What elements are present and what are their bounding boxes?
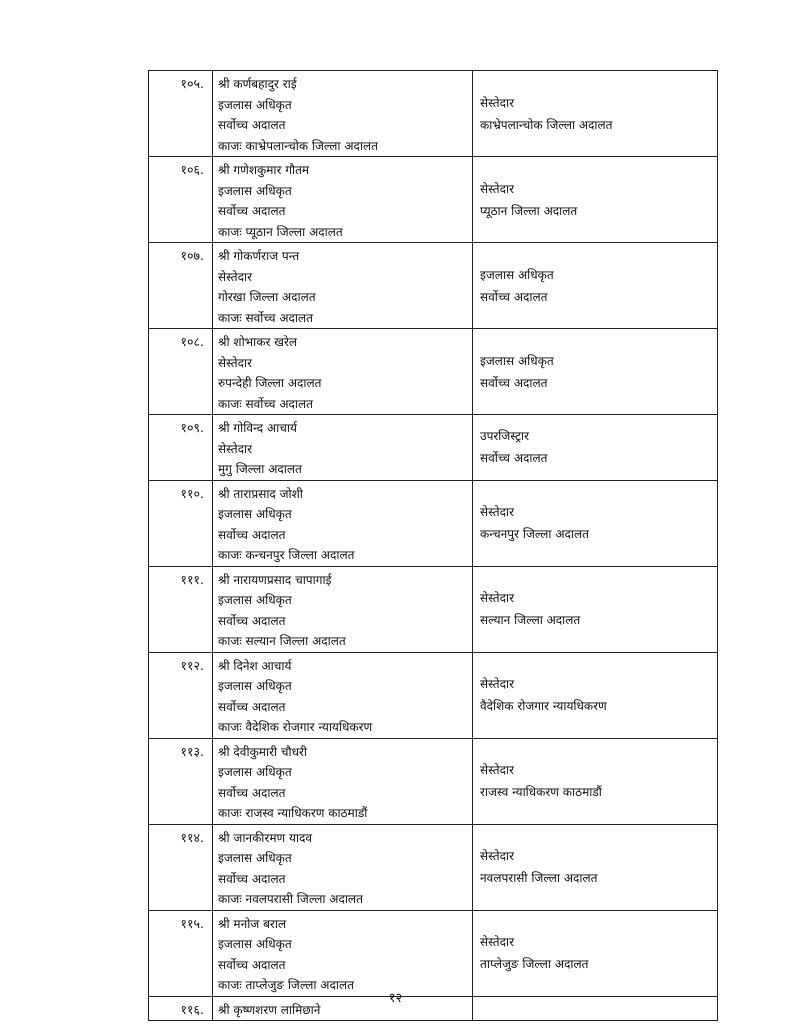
new-post-title: सेस्तेदार [480, 763, 515, 777]
serial-number: ११६. [149, 996, 213, 1021]
table-row [149, 157, 718, 243]
current-post-cell [213, 243, 473, 329]
current-post-line: गोरखा जिल्ला अदालत [218, 290, 316, 304]
new-post-office: वैदेशिक रोजगार न्यायधिकरण [480, 699, 607, 713]
employee-name: श्री गोकर्णराज पन्त [218, 249, 300, 263]
serial-number: ११३. [149, 738, 213, 824]
current-post-line: काजः काभ्रेपलान्चोक जिल्ला अदालत [218, 138, 378, 153]
new-post-office: काभ्रेपलान्चोक जिल्ला अदालत [480, 117, 613, 132]
current-post-line: सर्वोच्च अदालत [218, 204, 286, 218]
serial-number: १०९. [149, 415, 213, 481]
current-post-line: इजलास अधिकृत [218, 765, 292, 779]
new-post-title: सेस्तेदार [480, 849, 515, 863]
current-post-line: सेस्तेदार [218, 441, 253, 456]
new-post-title: सेस्तेदार [480, 677, 515, 691]
current-post-line: काजः सल्यान जिल्ला अदालत [218, 634, 346, 648]
new-post-title: सेस्तेदार [480, 505, 515, 519]
current-post-cell [213, 329, 473, 415]
new-post-title: सेस्तेदार [480, 181, 515, 196]
current-post-cell [213, 71, 473, 157]
employee-name: श्री कर्णबहादुर राई [218, 77, 297, 91]
current-post-cell [213, 566, 473, 652]
new-post-office: सल्यान जिल्ला अदालत [480, 613, 581, 627]
current-post-line: सर्वोच्च अदालत [218, 613, 286, 628]
current-post-line: इजलास अधिकृत [218, 593, 292, 607]
table-row [149, 480, 718, 566]
table-row [149, 329, 718, 415]
serial-number: ११४. [149, 824, 213, 910]
current-post-cell [213, 738, 473, 824]
current-post-line: काजः सर्वोच्च अदालत [218, 396, 313, 411]
new-post-title: सेस्तेदार [480, 591, 515, 605]
new-post-title: इजलास अधिकृत [480, 353, 554, 368]
current-post-line: रुपन्देही जिल्ला अदालत [218, 376, 322, 390]
current-post-line: सर्वोच्च अदालत [218, 957, 286, 972]
employee-name: श्री गोविन्द आचार्य [218, 421, 297, 435]
employee-name: श्री गणेशकुमार गौतम [218, 163, 310, 177]
new-post-office: सर्वोच्च अदालत [480, 375, 548, 390]
new-post-cell [473, 480, 718, 566]
new-post-cell [473, 71, 718, 157]
current-post-line: इजलास अधिकृत [218, 679, 292, 693]
new-post-cell [473, 157, 718, 243]
serial-number: १०५. [149, 71, 213, 157]
current-post-line: काजः कन्चनपुर जिल्ला अदालत [218, 548, 355, 562]
new-post-office: प्यूठान जिल्ला अदालत [480, 203, 578, 218]
new-post-title: सेस्तेदार [480, 95, 515, 110]
new-post-cell [473, 415, 718, 481]
current-post-line: सर्वोच्च अदालत [218, 871, 286, 886]
serial-number: ११५. [149, 910, 213, 996]
new-post-office: राजस्व न्याधिकरण काठमाडौं [480, 785, 602, 799]
employee-name: श्री दिनेश आचार्य [218, 658, 292, 673]
current-post-line: काजः वैदेशिक रोजगार न्यायधिकरण [218, 720, 373, 734]
current-post-line: इजलास अधिकृत [218, 507, 292, 521]
new-post-cell [473, 329, 718, 415]
new-post-office: सर्वोच्च अदालत [480, 289, 548, 304]
current-post-line: इजलास अधिकृत [218, 183, 292, 198]
current-post-line: इजलास अधिकृत [218, 937, 292, 951]
table-row [149, 71, 718, 157]
table-row [149, 415, 718, 481]
current-post-line: काजः नवलपरासी जिल्ला अदालत [218, 892, 363, 906]
serial-number: १११. [149, 566, 213, 652]
table-row [149, 824, 718, 910]
current-post-line: मुगु जिल्ला अदालत [218, 462, 302, 476]
current-post-line: इजलास अधिकृत [218, 851, 292, 865]
current-post-cell [213, 910, 473, 996]
table-row [149, 652, 718, 738]
page-number: १२ [388, 991, 403, 1006]
current-post-line: काजः राजस्व न्याधिकरण काठमाडौं [218, 806, 368, 820]
serial-number: ११०. [149, 480, 213, 566]
new-post-title: सेस्तेदार [480, 935, 515, 949]
current-post-cell [213, 157, 473, 243]
new-post-office: नवलपरासी जिल्ला अदालत [480, 871, 598, 885]
employee-name: श्री ताराप्रसाद जोशी [218, 486, 303, 501]
new-post-office: कन्चनपुर जिल्ला अदालत [480, 527, 589, 541]
current-post-cell [213, 824, 473, 910]
current-post-line: काजः प्यूठान जिल्ला अदालत [218, 224, 343, 239]
employee-name: श्री नारायणप्रसाद चापागाई [218, 572, 332, 587]
new-post-cell [473, 652, 718, 738]
new-post-cell [473, 243, 718, 329]
table-row [149, 910, 718, 996]
new-post-title: इजलास अधिकृत [480, 267, 554, 282]
current-post-line: इजलास अधिकृत [218, 97, 292, 112]
employee-name: श्री मनोज बराल [218, 916, 287, 931]
new-post-office: ताप्लेजुङ जिल्ला अदालत [480, 957, 589, 971]
current-post-line: सर्वोच्च अदालत [218, 785, 286, 800]
table-row [149, 738, 718, 824]
current-post-cell [213, 480, 473, 566]
employee-name: श्री देवीकुमारी चौधरी [218, 744, 308, 759]
new-post-title: उपरजिस्ट्रार [480, 429, 530, 444]
new-post-office: सर्वोच्च अदालत [480, 451, 548, 466]
new-post-cell [473, 738, 718, 824]
new-post-cell [473, 910, 718, 996]
current-post-line: सर्वोच्च अदालत [218, 118, 286, 132]
current-post-line: काजः सर्वोच्च अदालत [218, 310, 313, 325]
current-post-line: सर्वोच्च अदालत [218, 527, 286, 542]
table-body [149, 71, 718, 1021]
serial-number: १०६. [149, 157, 213, 243]
transfer-table [148, 70, 718, 1021]
current-post-line: सेस्तेदार [218, 269, 253, 284]
current-post-line: काजः ताप्लेजुङ जिल्ला अदालत [218, 978, 354, 992]
employee-name: श्री कृष्णशरण लामिछाने [218, 1002, 321, 1017]
new-post-cell [473, 566, 718, 652]
current-post-line: सर्वोच्च अदालत [218, 699, 286, 714]
current-post-cell [213, 415, 473, 481]
table-row [149, 243, 718, 329]
current-post-cell [213, 652, 473, 738]
serial-number: ११२. [149, 652, 213, 738]
serial-number: १०८. [149, 329, 213, 415]
serial-number: १०७. [149, 243, 213, 329]
employee-name: श्री जानकीरमण यादव [218, 830, 313, 845]
table-row [149, 566, 718, 652]
current-post-line: सेस्तेदार [218, 355, 253, 370]
new-post-cell [473, 824, 718, 910]
employee-name: श्री शोभाकर खरेल [218, 335, 298, 349]
